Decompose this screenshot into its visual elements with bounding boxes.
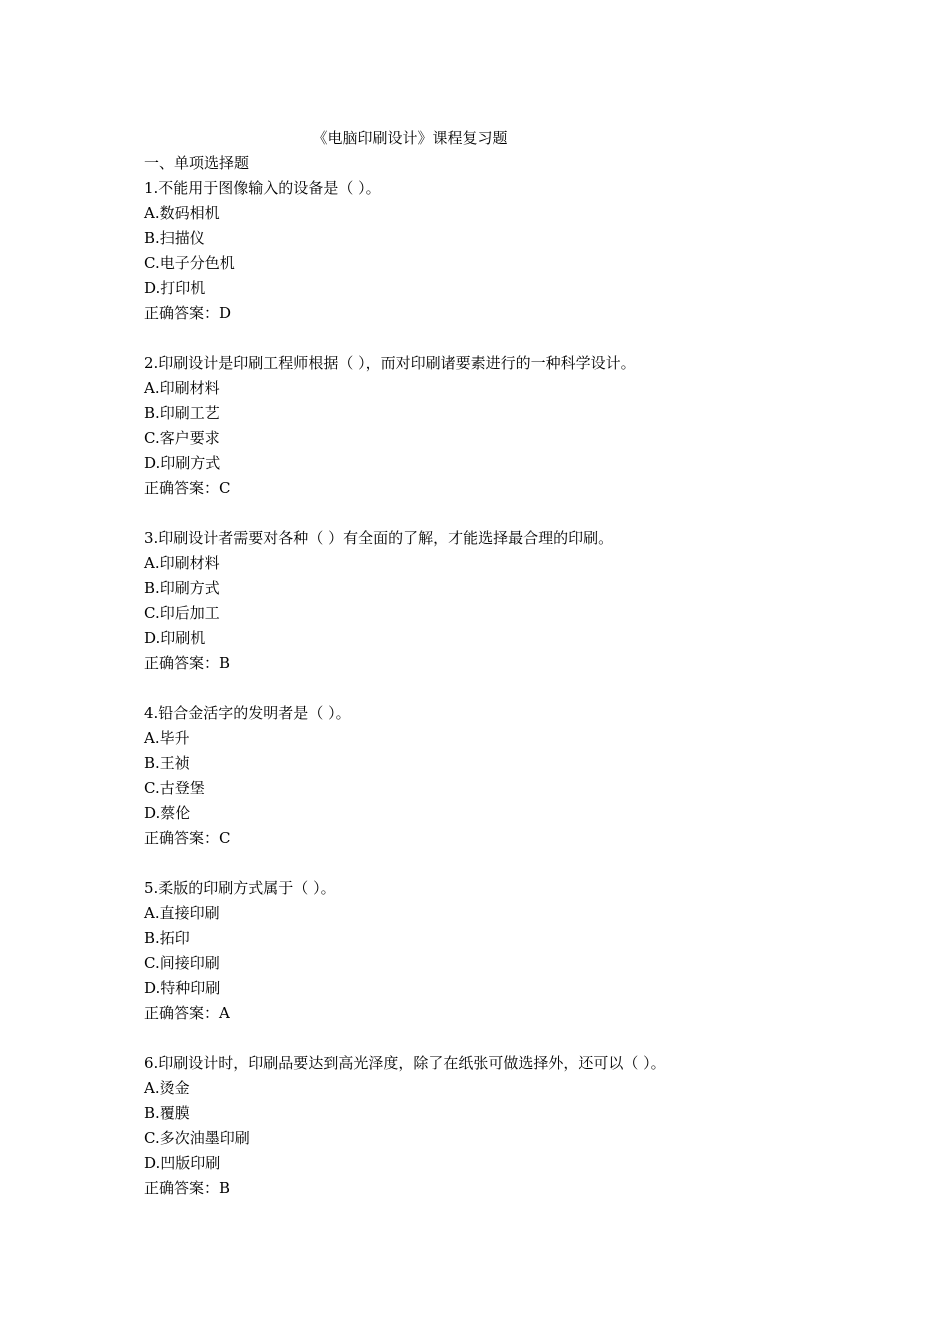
question-stem: 4.铅合金活字的发明者是（ ）。 <box>144 704 351 722</box>
correct-answer <box>144 302 864 327</box>
correct-answer-label: 正确答案： <box>144 829 220 847</box>
correct-answer-value: C <box>219 479 231 497</box>
answer-option: A.毕升 <box>144 729 190 747</box>
correct-answer <box>144 827 864 852</box>
answer-option: B.拓印 <box>144 929 190 947</box>
answer-option: A.烫金 <box>144 1079 190 1097</box>
correct-answer-label: 正确答案： <box>144 1004 220 1022</box>
correct-answer-label: 正确答案： <box>144 1179 220 1197</box>
answer-option: B.覆膜 <box>144 1104 190 1122</box>
correct-answer <box>144 1002 864 1027</box>
answer-option: A.直接印刷 <box>144 904 220 922</box>
question-stem: 2.印刷设计是印刷工程师根据（ ），而对印刷诸要素进行的一种科学设计。 <box>144 354 636 372</box>
correct-answer-label: 正确答案： <box>144 654 220 672</box>
answer-option: B.扫描仪 <box>144 229 205 247</box>
correct-answer <box>144 1177 864 1202</box>
question-stem: 6.印刷设计时，印刷品要达到高光泽度，除了在纸张可做选择外，还可以（ ）。 <box>144 1054 666 1072</box>
correct-answer-value: B <box>219 654 231 672</box>
answer-option: C.电子分色机 <box>144 254 235 272</box>
correct-answer-value: A <box>219 1004 230 1022</box>
question-5 <box>144 877 864 1027</box>
answer-option: A.印刷材料 <box>144 554 220 572</box>
answer-option: B.印刷工艺 <box>144 404 220 422</box>
document-title: 《电脑印刷设计》课程复习题 <box>312 129 508 147</box>
answer-option: C.古登堡 <box>144 779 205 797</box>
question-6 <box>144 1052 864 1202</box>
answer-option: B.印刷方式 <box>144 579 220 597</box>
section-heading: 一、单项选择题 <box>144 154 250 172</box>
question-1 <box>144 177 864 327</box>
question-3 <box>144 527 864 677</box>
answer-option: C.印后加工 <box>144 604 220 622</box>
answer-option: D.印刷方式 <box>144 454 221 472</box>
answer-option: C.间接印刷 <box>144 954 220 972</box>
answer-option: D.特种印刷 <box>144 979 221 997</box>
answer-option: D.凹版印刷 <box>144 1154 221 1172</box>
question-4 <box>144 702 864 852</box>
correct-answer-value: B <box>219 1179 231 1197</box>
answer-option: D.印刷机 <box>144 629 206 647</box>
question-stem: 5.柔版的印刷方式属于（ ）。 <box>144 879 336 897</box>
question-stem: 1.不能用于图像输入的设备是（ ）。 <box>144 179 381 197</box>
correct-answer-label: 正确答案： <box>144 479 220 497</box>
question-stem: 3.印刷设计者需要对各种（ ）有全面的了解，才能选择最合理的印刷。 <box>144 529 614 547</box>
question-list <box>144 177 864 1227</box>
answer-option: A.数码相机 <box>144 204 220 222</box>
answer-option: B.王祯 <box>144 754 190 772</box>
correct-answer-label: 正确答案： <box>144 304 220 322</box>
answer-option: C.客户要求 <box>144 429 220 447</box>
question-2 <box>144 352 864 502</box>
answer-option: A.印刷材料 <box>144 379 220 397</box>
answer-option: C.多次油墨印刷 <box>144 1129 250 1147</box>
answer-option: D.蔡伦 <box>144 804 191 822</box>
answer-option: D.打印机 <box>144 279 206 297</box>
correct-answer-value: D <box>219 304 232 322</box>
correct-answer-value: C <box>219 829 231 847</box>
correct-answer <box>144 477 864 502</box>
correct-answer <box>144 652 864 677</box>
